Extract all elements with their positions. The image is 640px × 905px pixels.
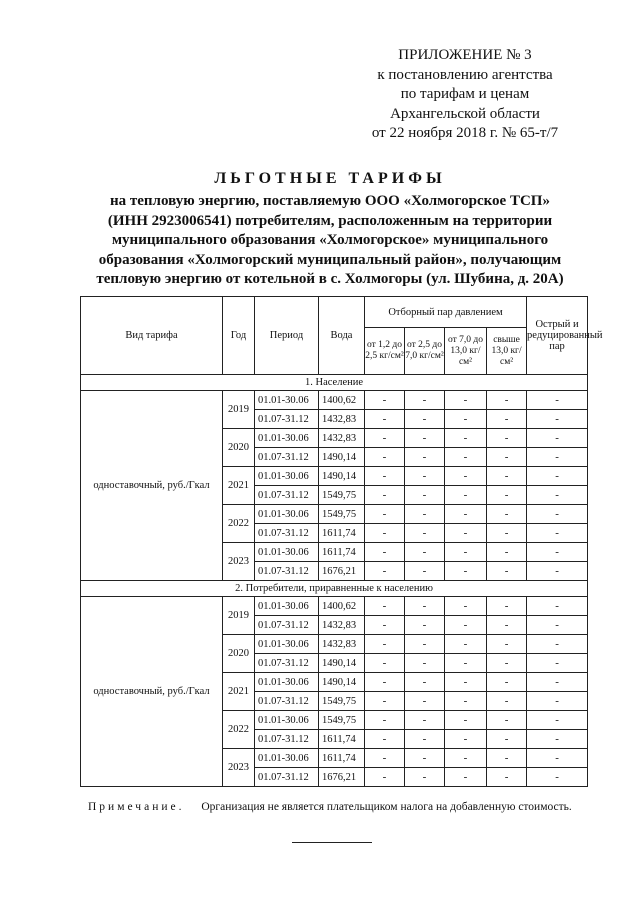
period-cell: 01.07-31.12 [255, 654, 319, 673]
period-cell: 01.07-31.12 [255, 768, 319, 787]
steam-tariff-cell: - [487, 749, 527, 768]
steam-tariff-cell: - [365, 597, 405, 616]
tariff-type-cell: одноставочный, руб./Гкал [81, 597, 223, 787]
year-cell: 2021 [223, 673, 255, 711]
steam-tariff-cell: - [445, 635, 487, 654]
water-tariff-cell: 1432,83 [319, 410, 365, 429]
water-tariff-cell: 1432,83 [319, 616, 365, 635]
year-cell: 2023 [223, 749, 255, 787]
header-steam-4: свыше 13,0 кг/см² [487, 328, 527, 375]
steam-tariff-cell: - [487, 768, 527, 787]
steam-tariff-cell: - [365, 768, 405, 787]
header-steam-2: от 2,5 до 7,0 кг/см² [405, 328, 445, 375]
subtitle-line: муниципального образования «Холмогорское» муниципального [111, 232, 549, 249]
steam-tariff-cell: - [445, 429, 487, 448]
period-cell: 01.01-30.06 [255, 429, 319, 448]
steam-tariff-cell: - [365, 749, 405, 768]
period-cell: 01.01-30.06 [255, 505, 319, 524]
steam-tariff-cell: - [405, 467, 445, 486]
section-title: 2. Потребители, приравненные к населению [81, 581, 588, 597]
steam-tariff-cell: - [405, 410, 445, 429]
steam-tariff-cell: - [405, 768, 445, 787]
sharp-steam-cell: - [527, 711, 588, 730]
period-cell: 01.01-30.06 [255, 467, 319, 486]
steam-tariff-cell: - [405, 635, 445, 654]
sharp-steam-cell: - [527, 654, 588, 673]
water-tariff-cell: 1400,62 [319, 391, 365, 410]
subtitle-line: образования «Холмогорский муниципальный район», получающим [98, 251, 562, 268]
steam-tariff-cell: - [365, 673, 405, 692]
steam-tariff-cell: - [445, 505, 487, 524]
note [88, 801, 608, 813]
steam-tariff-cell: - [445, 730, 487, 749]
steam-tariff-cell: - [487, 692, 527, 711]
water-tariff-cell: 1549,75 [319, 711, 365, 730]
steam-tariff-cell: - [405, 616, 445, 635]
table-row [81, 597, 588, 616]
header-period: Период [255, 297, 319, 375]
period-cell: 01.01-30.06 [255, 749, 319, 768]
water-tariff-cell: 1611,74 [319, 749, 365, 768]
period-cell: 01.01-30.06 [255, 673, 319, 692]
appendix-title: ПРИЛОЖЕНИЕ № 3 [398, 47, 532, 63]
divider [292, 842, 372, 843]
sharp-steam-cell: - [527, 730, 588, 749]
sharp-steam-cell: - [527, 635, 588, 654]
steam-tariff-cell: - [365, 711, 405, 730]
water-tariff-cell: 1490,14 [319, 448, 365, 467]
period-cell: 01.07-31.12 [255, 616, 319, 635]
header-steam-1: от 1,2 до 2,5 кг/см² [365, 328, 405, 375]
steam-tariff-cell: - [445, 524, 487, 543]
steam-tariff-cell: - [365, 448, 405, 467]
steam-tariff-cell: - [405, 543, 445, 562]
steam-tariff-cell: - [445, 749, 487, 768]
period-cell: 01.01-30.06 [255, 597, 319, 616]
section-row [81, 581, 588, 597]
sharp-steam-cell: - [527, 448, 588, 467]
year-cell: 2020 [223, 429, 255, 467]
year-cell: 2022 [223, 711, 255, 749]
note-text: Организация не является плательщиком налога на добавленную стоимость. [201, 801, 572, 813]
steam-tariff-cell: - [405, 654, 445, 673]
steam-tariff-cell: - [365, 467, 405, 486]
steam-tariff-cell: - [487, 654, 527, 673]
steam-tariff-cell: - [487, 410, 527, 429]
sharp-steam-cell: - [527, 505, 588, 524]
water-tariff-cell: 1676,21 [319, 768, 365, 787]
steam-tariff-cell: - [365, 692, 405, 711]
steam-tariff-cell: - [445, 597, 487, 616]
steam-tariff-cell: - [445, 768, 487, 787]
water-tariff-cell: 1400,62 [319, 597, 365, 616]
water-tariff-cell: 1549,75 [319, 692, 365, 711]
steam-tariff-cell: - [365, 410, 405, 429]
steam-tariff-cell: - [405, 486, 445, 505]
period-cell: 01.07-31.12 [255, 730, 319, 749]
steam-tariff-cell: - [487, 635, 527, 654]
steam-tariff-cell: - [487, 730, 527, 749]
header-steam-3: от 7,0 до 13,0 кг/см² [445, 328, 487, 375]
sharp-steam-cell: - [527, 410, 588, 429]
steam-tariff-cell: - [487, 543, 527, 562]
note-label: Примечание. [88, 801, 185, 813]
water-tariff-cell: 1611,74 [319, 730, 365, 749]
steam-tariff-cell: - [405, 692, 445, 711]
steam-tariff-cell: - [405, 673, 445, 692]
subtitle-line: (ИНН 2923006541) потребителям, расположенным на территории [107, 212, 553, 229]
steam-tariff-cell: - [487, 467, 527, 486]
steam-tariff-cell: - [405, 730, 445, 749]
water-tariff-cell: 1549,75 [319, 505, 365, 524]
steam-tariff-cell: - [487, 486, 527, 505]
steam-tariff-cell: - [405, 505, 445, 524]
header-water: Вода [319, 297, 365, 375]
steam-tariff-cell: - [445, 391, 487, 410]
steam-tariff-cell: - [487, 673, 527, 692]
subtitle-line: на тепловую энергию, поставляемую ООО «Холмогорское ТСП» [110, 193, 550, 209]
steam-tariff-cell: - [365, 486, 405, 505]
steam-tariff-cell: - [365, 654, 405, 673]
steam-tariff-cell: - [405, 429, 445, 448]
sharp-steam-cell: - [527, 673, 588, 692]
header-tariff-type: Вид тарифа [81, 297, 223, 375]
year-cell: 2019 [223, 597, 255, 635]
steam-tariff-cell: - [445, 448, 487, 467]
period-cell: 01.07-31.12 [255, 448, 319, 467]
period-cell: 01.07-31.12 [255, 410, 319, 429]
steam-tariff-cell: - [405, 597, 445, 616]
steam-tariff-cell: - [445, 562, 487, 581]
year-cell: 2023 [223, 543, 255, 581]
sharp-steam-cell: - [527, 391, 588, 410]
steam-tariff-cell: - [487, 562, 527, 581]
steam-tariff-cell: - [445, 616, 487, 635]
steam-tariff-cell: - [445, 467, 487, 486]
document-heading [80, 170, 580, 290]
water-tariff-cell: 1432,83 [319, 635, 365, 654]
steam-tariff-cell: - [445, 543, 487, 562]
sharp-steam-cell: - [527, 429, 588, 448]
section-title: 1. Население [81, 375, 588, 391]
water-tariff-cell: 1432,83 [319, 429, 365, 448]
tariff-table [80, 296, 603, 787]
sharp-steam-cell: - [527, 486, 588, 505]
year-cell: 2020 [223, 635, 255, 673]
steam-tariff-cell: - [365, 635, 405, 654]
header-steam-group: Отборный пар давлением [365, 297, 527, 328]
subtitle-line: тепловую энергию от котельной в с. Холмогоры (ул. Шубина, д. 20А) [96, 271, 564, 288]
appendix-line: от 22 ноября 2018 г. № 65-т/7 [371, 125, 559, 141]
period-cell: 01.07-31.12 [255, 692, 319, 711]
section-row [81, 375, 588, 391]
water-tariff-cell: 1490,14 [319, 467, 365, 486]
steam-tariff-cell: - [365, 616, 405, 635]
steam-tariff-cell: - [487, 616, 527, 635]
sharp-steam-cell: - [527, 543, 588, 562]
steam-tariff-cell: - [487, 524, 527, 543]
appendix-line: к постановлению агентства [377, 66, 553, 83]
steam-tariff-cell: - [487, 391, 527, 410]
tariff-type-cell: одноставочный, руб./Гкал [81, 391, 223, 581]
table-body [81, 375, 588, 787]
document-title: ЛЬГОТНЫЕ ТАРИФЫ [214, 170, 446, 187]
steam-tariff-cell: - [405, 524, 445, 543]
sharp-steam-cell: - [527, 597, 588, 616]
steam-tariff-cell: - [405, 448, 445, 467]
header-sharp-steam: Острый и редуцированный пар [527, 297, 588, 375]
steam-tariff-cell: - [445, 410, 487, 429]
steam-tariff-cell: - [487, 597, 527, 616]
steam-tariff-cell: - [365, 730, 405, 749]
appendix-line: Архангельской области [390, 105, 540, 122]
steam-tariff-cell: - [405, 711, 445, 730]
sharp-steam-cell: - [527, 524, 588, 543]
steam-tariff-cell: - [365, 505, 405, 524]
water-tariff-cell: 1611,74 [319, 543, 365, 562]
period-cell: 01.01-30.06 [255, 711, 319, 730]
steam-tariff-cell: - [365, 429, 405, 448]
table-row [81, 391, 588, 410]
sharp-steam-cell: - [527, 467, 588, 486]
sharp-steam-cell: - [527, 562, 588, 581]
steam-tariff-cell: - [487, 711, 527, 730]
appendix-line: по тарифам и ценам [400, 86, 530, 102]
sharp-steam-cell: - [527, 616, 588, 635]
water-tariff-cell: 1490,14 [319, 654, 365, 673]
year-cell: 2022 [223, 505, 255, 543]
steam-tariff-cell: - [487, 448, 527, 467]
steam-tariff-cell: - [405, 391, 445, 410]
steam-tariff-cell: - [445, 692, 487, 711]
steam-tariff-cell: - [365, 524, 405, 543]
steam-tariff-cell: - [445, 673, 487, 692]
year-cell: 2019 [223, 391, 255, 429]
sharp-steam-cell: - [527, 692, 588, 711]
period-cell: 01.01-30.06 [255, 635, 319, 654]
sharp-steam-cell: - [527, 749, 588, 768]
period-cell: 01.01-30.06 [255, 543, 319, 562]
year-cell: 2021 [223, 467, 255, 505]
period-cell: 01.07-31.12 [255, 562, 319, 581]
steam-tariff-cell: - [405, 562, 445, 581]
steam-tariff-cell: - [445, 654, 487, 673]
header-year: Год [223, 297, 255, 375]
water-tariff-cell: 1490,14 [319, 673, 365, 692]
steam-tariff-cell: - [487, 429, 527, 448]
steam-tariff-cell: - [405, 749, 445, 768]
steam-tariff-cell: - [365, 391, 405, 410]
steam-tariff-cell: - [365, 543, 405, 562]
appendix-block [340, 46, 590, 144]
sharp-steam-cell: - [527, 768, 588, 787]
period-cell: 01.07-31.12 [255, 524, 319, 543]
period-cell: 01.07-31.12 [255, 486, 319, 505]
steam-tariff-cell: - [365, 562, 405, 581]
water-tariff-cell: 1549,75 [319, 486, 365, 505]
document-subtitle [80, 192, 580, 290]
water-tariff-cell: 1676,21 [319, 562, 365, 581]
steam-tariff-cell: - [445, 486, 487, 505]
water-tariff-cell: 1611,74 [319, 524, 365, 543]
period-cell: 01.01-30.06 [255, 391, 319, 410]
steam-tariff-cell: - [445, 711, 487, 730]
steam-tariff-cell: - [487, 505, 527, 524]
